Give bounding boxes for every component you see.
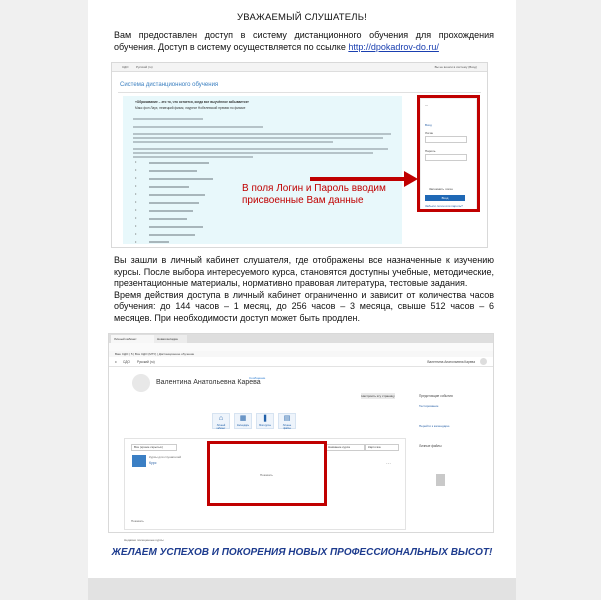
user-avatar-icon[interactable] xyxy=(480,358,487,365)
access-link[interactable]: http://dpokadrov-do.ru/ xyxy=(348,41,439,52)
list-bullet: • xyxy=(135,175,137,180)
courses-tile[interactable] xyxy=(256,413,274,429)
menu-icon[interactable]: ≡ xyxy=(115,360,117,364)
description-paragraph xyxy=(114,255,494,324)
file-icon xyxy=(436,474,445,486)
list-bullet: • xyxy=(135,239,137,244)
quick-links xyxy=(212,413,300,429)
bookmarks-text[interactable]: Ваш СДО | 5 | Все СДО (МГУ) | Дистанционное обучение xyxy=(115,352,195,356)
cabinet-screenshot xyxy=(108,333,494,542)
sort-select[interactable]: Название курса xyxy=(325,444,365,451)
list-bullet: • xyxy=(135,191,137,196)
password-label: Пароль xyxy=(425,149,436,153)
list-bullet: • xyxy=(135,183,137,188)
more-icon[interactable]: ⋯ xyxy=(386,461,391,467)
quote-author: Макс фон Лауэ, немецкий физик, лауреат Нобелевской премии по физике xyxy=(135,106,246,110)
top-navbar xyxy=(112,63,487,72)
courses-highlight-box xyxy=(207,441,327,506)
page-title: УВАЖАЕМЫЙ СЛУШАТЕЛЬ! xyxy=(237,12,367,23)
intro-text: Вам предоставлен доступ в систему дистанционного обучения для прохождения обучения. Доступ в систему осуществляется по ссылке xyxy=(114,30,494,52)
files-icon: ▤ xyxy=(283,415,291,422)
per-page-select[interactable]: Показать xyxy=(131,519,144,523)
event-link[interactable]: Тестирование xyxy=(419,404,439,408)
tile-label: Личные файлы xyxy=(282,424,292,430)
page-bottom-strip xyxy=(88,578,516,600)
files-tile[interactable] xyxy=(278,413,296,429)
list-bullet: • xyxy=(135,215,137,220)
book-icon: ❚ xyxy=(262,415,268,422)
user-name: Валентина Анатольевна Карева xyxy=(156,379,261,386)
view-select[interactable]: Карточка xyxy=(365,444,399,451)
forgot-link[interactable]: Забыли логин или пароль? xyxy=(425,204,463,208)
customize-page-button[interactable]: Настроить эту страницу xyxy=(361,394,395,398)
course-category: Курсы для слушателей xyxy=(149,455,182,459)
login-highlight-box xyxy=(417,95,480,212)
tile-label: Календарь xyxy=(236,424,250,427)
list-bullet: • xyxy=(135,231,137,236)
navbar-login-status: Вы не вошли в систему (Вход) xyxy=(434,65,477,69)
filter-select[interactable]: Все (кроме скрытых) xyxy=(131,444,177,451)
login-title: Вход xyxy=(425,123,432,127)
list-bullet: • xyxy=(135,223,137,228)
arrow-shaft xyxy=(310,177,405,181)
browser-tabs xyxy=(109,334,493,343)
recent-courses-title: Недавно посещенные курсы xyxy=(124,538,164,542)
navbar-site[interactable]: СДО xyxy=(123,360,130,364)
course-thumbnail[interactable] xyxy=(132,455,146,467)
course-link[interactable]: Курс xyxy=(149,461,157,465)
show-more[interactable]: Показать xyxy=(260,473,273,477)
tile-label: Личный кабинет xyxy=(216,424,226,430)
tile-label: Мои курсы xyxy=(259,424,271,427)
list-bullet: • xyxy=(135,159,137,164)
calendar-tile[interactable] xyxy=(234,413,252,429)
closing-wish: ЖЕЛАЕМ УСПЕХОВ И ПОКОРЕНИЯ НОВЫХ ПРОФЕССИОНАЛЬНЫХ ВЫСОТ! xyxy=(111,547,493,558)
site-navbar xyxy=(109,357,493,367)
login-label: Логин xyxy=(425,131,434,135)
divider xyxy=(118,92,481,93)
login-button[interactable]: Вход xyxy=(425,195,465,201)
site-title: Система дистанционного обучения xyxy=(120,82,219,88)
list-bullet: • xyxy=(135,199,137,204)
files-title: Личные файлы xyxy=(419,444,442,448)
welcome-panel xyxy=(123,96,402,244)
browser-tab[interactable]: Новая вкладка xyxy=(154,335,187,343)
calendar-link[interactable]: Перейти к календарю xyxy=(419,424,450,428)
navbar-lang: Русский (ru) xyxy=(136,65,153,69)
login-screenshot xyxy=(111,62,488,248)
list-bullet: • xyxy=(135,207,137,212)
list-bullet: • xyxy=(135,167,137,172)
callout-text: В поля Логин и Пароль вводим присвоенные Вам данные xyxy=(242,183,386,206)
avatar xyxy=(132,374,150,392)
home-icon: ⌂ xyxy=(218,415,224,422)
arrow-head-icon xyxy=(404,171,418,187)
browser-tab[interactable]: Личный кабинет xyxy=(111,335,154,343)
description-line: Вы зашли в личный кабинет слушателя, где отображены все назначенные к изучению курсы. После выбора интересуемого курса, становятся доступны учебные, методические, презентационные материалы, нормативно правовая литература, тестовые задания. xyxy=(114,255,494,288)
description-line: Время действия доступа в личный кабинет ограниченно и зависит от количества часов обучения: до 144 часов – 1 месяц, до 256 часов – 3 месяца, свыше 512 часов – 6 месяцев. При необходимости доступ может быть продлен. xyxy=(114,289,494,323)
remember-label[interactable]: Запомнить логин xyxy=(429,187,453,191)
document-page xyxy=(88,0,516,578)
navbar-user[interactable]: Валентина Анатольевна Карева xyxy=(427,360,475,364)
navbar-lang[interactable]: Русский (ru) xyxy=(137,360,155,364)
intro-paragraph xyxy=(114,30,494,53)
events-title: Предстоящие события xyxy=(419,394,453,398)
dashboard-tile[interactable] xyxy=(212,413,230,429)
calendar-icon: ▦ xyxy=(239,415,247,422)
quote-heading: «Образование – это то, что остается, когда все выучённое забывается» xyxy=(135,100,250,104)
message-link[interactable]: Сообщение xyxy=(249,376,266,380)
login-note: — xyxy=(425,103,428,107)
navbar-site: СДО xyxy=(122,65,129,69)
right-sidebar xyxy=(419,394,487,519)
